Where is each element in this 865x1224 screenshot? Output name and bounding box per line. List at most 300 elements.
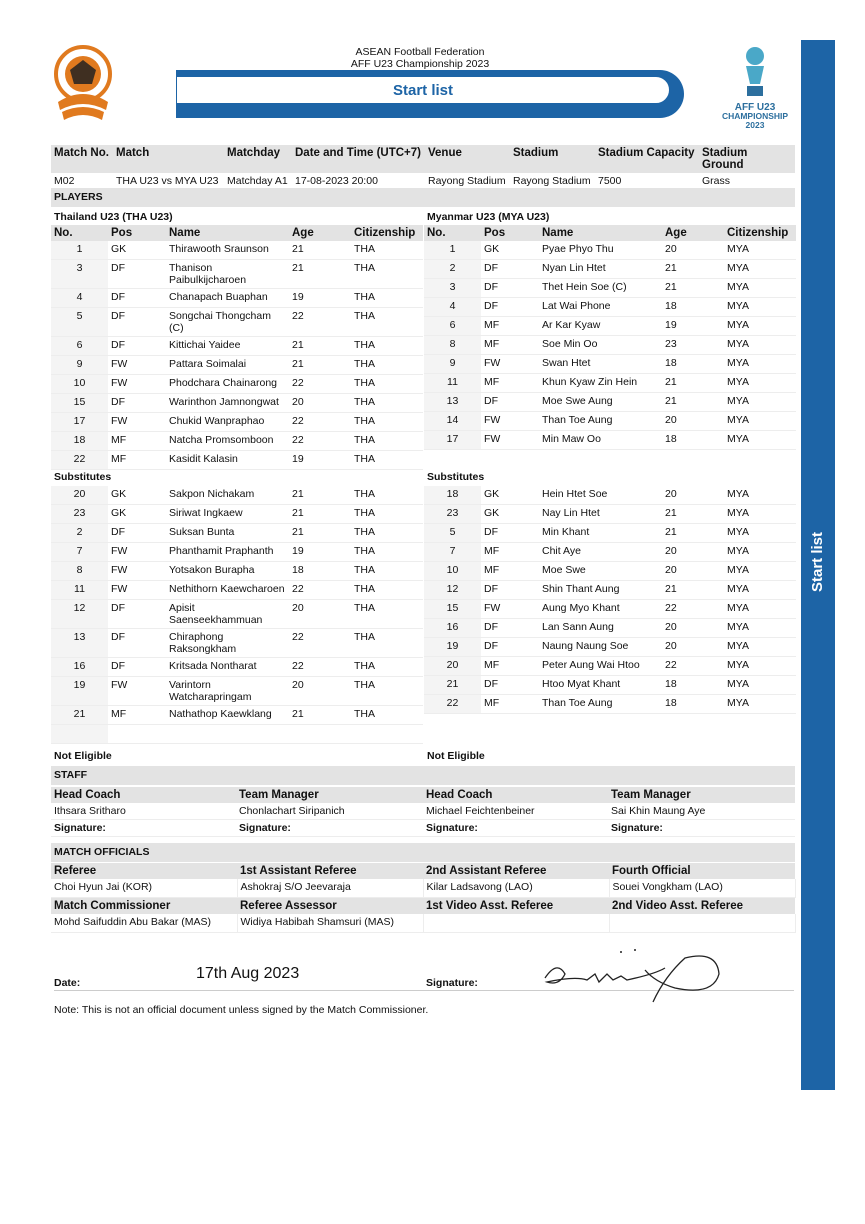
player-age: 20	[662, 486, 724, 505]
player-citizenship: MYA	[724, 393, 796, 412]
player-citizenship: MYA	[724, 374, 796, 393]
player-age: 20	[662, 638, 724, 657]
player-number: 22	[51, 451, 108, 470]
player-name: Thirawooth Sraunson	[166, 241, 289, 260]
player-citizenship: MYA	[724, 336, 796, 355]
player-row	[424, 581, 796, 600]
player-name: Chanapach Buaphan	[166, 289, 289, 308]
player-name: Than Toe Aung	[539, 695, 662, 714]
player-position: MF	[108, 451, 166, 470]
player-age: 22	[289, 658, 351, 677]
player-position: DF	[108, 289, 166, 308]
player-position: DF	[481, 393, 539, 412]
player-citizenship: THA	[351, 677, 423, 706]
player-position: FW	[481, 412, 539, 431]
player-citizenship: MYA	[724, 543, 796, 562]
player-age: 20	[662, 543, 724, 562]
home-starters-table	[51, 225, 423, 470]
player-position: GK	[108, 486, 166, 505]
player-position: DF	[108, 658, 166, 677]
player-row	[51, 413, 423, 432]
staff-name: Ithsara Sritharo	[51, 803, 236, 820]
logo-text-2: CHAMPIONSHIP	[721, 111, 789, 121]
player-row	[51, 308, 423, 337]
match-info-value: M02	[54, 175, 75, 187]
player-number: 1	[424, 241, 481, 260]
player-position: MF	[108, 706, 166, 725]
player-number: 13	[424, 393, 481, 412]
player-position: FW	[481, 600, 539, 619]
player-position: DF	[108, 394, 166, 413]
player-age: 18	[662, 676, 724, 695]
afc-logo	[52, 44, 114, 124]
match-info-header: Stadium Ground	[699, 145, 795, 173]
player-age: 23	[662, 336, 724, 355]
player-number: 17	[424, 431, 481, 450]
player-number: 7	[51, 543, 108, 562]
player-number: 20	[424, 657, 481, 676]
col-header: Pos	[108, 225, 166, 241]
player-row	[51, 543, 423, 562]
staff-section-bar	[51, 766, 795, 785]
player-citizenship: MYA	[724, 412, 796, 431]
player-citizenship: THA	[351, 524, 423, 543]
player-position: DF	[481, 676, 539, 695]
official-role: 2nd Video Asst. Referee	[609, 898, 795, 915]
player-citizenship	[351, 725, 423, 744]
player-col-headers	[424, 225, 796, 241]
player-row	[51, 260, 423, 289]
official-role: 1st Video Asst. Referee	[423, 898, 609, 915]
player-number: 12	[51, 600, 108, 629]
player-age: 22	[662, 600, 724, 619]
player-position: FW	[108, 562, 166, 581]
player-age: 22	[289, 581, 351, 600]
player-citizenship: MYA	[724, 260, 796, 279]
player-name: Naung Naung Soe	[539, 638, 662, 657]
player-name: Phodchara Chainarong	[166, 375, 289, 394]
match-info-header: Match	[113, 145, 224, 173]
player-number: 10	[51, 375, 108, 394]
official-name: Kilar Ladsavong (LAO)	[423, 879, 609, 898]
staff-name: Chonlachart Siripanich	[236, 803, 423, 820]
player-number: 15	[51, 394, 108, 413]
official-name: Ashokraj S/O Jeevaraja	[237, 879, 423, 898]
player-name: Ar Kar Kyaw	[539, 317, 662, 336]
player-age: 18	[662, 431, 724, 450]
player-number: 2	[51, 524, 108, 543]
player-citizenship: MYA	[724, 524, 796, 543]
player-row	[51, 658, 423, 677]
match-info-value: 17-08-2023 20:00	[295, 175, 378, 187]
player-row	[51, 486, 423, 505]
match-info-value: Rayong Stadium	[513, 175, 591, 187]
col-header: Age	[662, 225, 724, 241]
official-role: Match Commissioner	[51, 898, 237, 915]
player-row	[424, 505, 796, 524]
player-number: 9	[51, 356, 108, 375]
match-info-header: Match No.	[51, 145, 113, 173]
player-position: GK	[108, 241, 166, 260]
player-row	[424, 600, 796, 619]
player-row	[51, 289, 423, 308]
player-number: 20	[51, 486, 108, 505]
player-row	[424, 524, 796, 543]
player-position: DF	[108, 524, 166, 543]
player-number: 6	[51, 337, 108, 356]
player-number: 10	[424, 562, 481, 581]
officials-label: MATCH OFFICIALS	[54, 846, 150, 858]
player-age: 21	[289, 524, 351, 543]
player-position: FW	[481, 431, 539, 450]
player-row	[51, 677, 423, 706]
officials-headers	[51, 898, 795, 915]
player-number: 19	[424, 638, 481, 657]
player-name: Aung Myo Khant	[539, 600, 662, 619]
player-age: 21	[662, 279, 724, 298]
player-age: 18	[289, 562, 351, 581]
player-citizenship: THA	[351, 260, 423, 289]
player-row	[424, 619, 796, 638]
player-position: DF	[108, 600, 166, 629]
player-row	[424, 393, 796, 412]
player-number: 16	[51, 658, 108, 677]
player-number: 6	[424, 317, 481, 336]
player-position: MF	[481, 317, 539, 336]
player-citizenship: MYA	[724, 676, 796, 695]
player-age: 22	[289, 413, 351, 432]
player-name: Moe Swe	[539, 562, 662, 581]
player-row	[51, 394, 423, 413]
player-citizenship: MYA	[724, 241, 796, 260]
player-row	[51, 706, 423, 725]
player-row	[51, 600, 423, 629]
officials-headers	[51, 863, 795, 879]
player-age: 21	[662, 393, 724, 412]
col-header: No.	[51, 225, 108, 241]
official-role: Fourth Official	[609, 863, 795, 879]
player-age: 21	[662, 374, 724, 393]
home-not-eligible-label: Not Eligible	[54, 750, 112, 762]
player-citizenship: MYA	[724, 581, 796, 600]
player-age: 21	[289, 486, 351, 505]
player-position	[108, 725, 166, 744]
player-name: Swan Htet	[539, 355, 662, 374]
officials-names	[51, 914, 795, 933]
officials-names	[51, 879, 795, 898]
player-name: Than Toe Aung	[539, 412, 662, 431]
player-number: 8	[424, 336, 481, 355]
player-number: 18	[51, 432, 108, 451]
player-row	[51, 432, 423, 451]
player-row	[51, 356, 423, 375]
player-name: Thet Hein Soe (C)	[539, 279, 662, 298]
player-row	[51, 505, 423, 524]
official-name: Mohd Saifuddin Abu Bakar (MAS)	[51, 914, 237, 933]
staff-label: STAFF	[54, 769, 88, 781]
player-name: Pattara Soimalai	[166, 356, 289, 375]
col-header: Pos	[481, 225, 539, 241]
player-age: 18	[662, 355, 724, 374]
official-name: Choi Hyun Jai (KOR)	[51, 879, 237, 898]
match-info-value: THA U23 vs MYA U23	[116, 175, 219, 187]
player-citizenship: MYA	[724, 638, 796, 657]
player-position: FW	[481, 355, 539, 374]
player-name: Nathathop Kaewklang	[166, 706, 289, 725]
player-number: 5	[424, 524, 481, 543]
player-row	[424, 260, 796, 279]
player-col-headers	[51, 225, 423, 241]
player-position: DF	[481, 581, 539, 600]
staff-name: Michael Feichtenbeiner	[423, 803, 608, 820]
col-header: Citizenship	[724, 225, 796, 241]
staff-signature-label: Signature:	[236, 820, 423, 837]
player-number: 3	[51, 260, 108, 289]
player-citizenship: MYA	[724, 355, 796, 374]
player-row	[51, 451, 423, 470]
player-name: Peter Aung Wai Htoo	[539, 657, 662, 676]
player-age: 20	[662, 562, 724, 581]
player-citizenship: MYA	[724, 657, 796, 676]
player-name	[166, 725, 289, 744]
player-age: 18	[662, 298, 724, 317]
player-age: 20	[662, 619, 724, 638]
player-age: 19	[662, 317, 724, 336]
player-citizenship: MYA	[724, 695, 796, 714]
player-row	[424, 374, 796, 393]
match-info-header: Stadium	[510, 145, 595, 173]
away-subs-table	[424, 486, 796, 714]
player-row	[51, 241, 423, 260]
player-row	[51, 562, 423, 581]
player-position: MF	[481, 374, 539, 393]
player-citizenship: THA	[351, 337, 423, 356]
player-age: 19	[289, 289, 351, 308]
away-team-name: Myanmar U23 (MYA U23)	[427, 211, 550, 223]
staff-signature-label: Signature:	[608, 820, 795, 837]
player-name: Kittichai Yaidee	[166, 337, 289, 356]
player-row	[51, 629, 423, 658]
player-name: Min Maw Oo	[539, 431, 662, 450]
player-age: 21	[662, 524, 724, 543]
player-number: 22	[424, 695, 481, 714]
player-name: Nay Lin Htet	[539, 505, 662, 524]
player-age: 18	[662, 695, 724, 714]
player-number: 7	[424, 543, 481, 562]
home-team-name: Thailand U23 (THA U23)	[54, 211, 173, 223]
player-position: DF	[481, 524, 539, 543]
player-row	[424, 241, 796, 260]
player-citizenship: THA	[351, 581, 423, 600]
player-position: DF	[481, 619, 539, 638]
player-name: Htoo Myat Khant	[539, 676, 662, 695]
player-position: MF	[108, 432, 166, 451]
player-position: DF	[481, 638, 539, 657]
player-position: GK	[481, 505, 539, 524]
player-number: 11	[51, 581, 108, 600]
player-position: MF	[481, 657, 539, 676]
player-position: FW	[108, 581, 166, 600]
home-substitutes-label: Substitutes	[54, 471, 112, 483]
player-row	[424, 279, 796, 298]
match-info-header: Date and Time (UTC+7)	[292, 145, 425, 173]
player-number: 8	[51, 562, 108, 581]
col-header: Age	[289, 225, 351, 241]
home-subs-table	[51, 486, 423, 744]
player-position: DF	[108, 308, 166, 337]
player-citizenship: THA	[351, 451, 423, 470]
player-row	[424, 676, 796, 695]
col-header: No.	[424, 225, 481, 241]
player-row	[424, 562, 796, 581]
player-row	[51, 337, 423, 356]
player-name: Yotsakon Burapha	[166, 562, 289, 581]
player-name: Suksan Bunta	[166, 524, 289, 543]
player-number: 12	[424, 581, 481, 600]
player-position: MF	[481, 695, 539, 714]
player-name: Nethithorn Kaewcharoen	[166, 581, 289, 600]
player-citizenship: MYA	[724, 619, 796, 638]
player-name: Min Khant	[539, 524, 662, 543]
officials-section-bar	[51, 843, 795, 862]
player-number: 23	[51, 505, 108, 524]
player-citizenship: THA	[351, 486, 423, 505]
col-header: Name	[166, 225, 289, 241]
match-info-header: Stadium Capacity	[595, 145, 699, 173]
player-row	[424, 336, 796, 355]
player-row	[51, 725, 423, 744]
player-citizenship: THA	[351, 356, 423, 375]
date-value: 17th Aug 2023	[196, 965, 300, 982]
player-citizenship: THA	[351, 600, 423, 629]
player-age: 20	[289, 677, 351, 706]
player-row	[424, 543, 796, 562]
player-name: Khun Kyaw Zin Hein	[539, 374, 662, 393]
staff-headers	[51, 787, 795, 803]
player-citizenship: MYA	[724, 279, 796, 298]
official-name	[423, 914, 609, 933]
player-name: Nyan Lin Htet	[539, 260, 662, 279]
player-number: 3	[424, 279, 481, 298]
official-role: Referee Assessor	[237, 898, 423, 915]
player-name: Warinthon Jamnongwat	[166, 394, 289, 413]
player-row	[424, 657, 796, 676]
player-name: Lan Sann Aung	[539, 619, 662, 638]
player-name: Chukid Wanpraphao	[166, 413, 289, 432]
player-number: 4	[424, 298, 481, 317]
player-number	[51, 725, 108, 744]
player-citizenship: MYA	[724, 298, 796, 317]
away-not-eligible-label: Not Eligible	[427, 750, 485, 762]
away-substitutes-label: Substitutes	[427, 471, 485, 483]
player-row	[424, 412, 796, 431]
player-name: Kritsada Nontharat	[166, 658, 289, 677]
player-citizenship: THA	[351, 505, 423, 524]
player-age: 22	[289, 375, 351, 394]
player-row	[424, 638, 796, 657]
player-row	[424, 486, 796, 505]
player-name: Shin Thant Aung	[539, 581, 662, 600]
col-header: Citizenship	[351, 225, 423, 241]
staff-role: Team Manager	[608, 787, 795, 803]
official-name	[609, 914, 795, 933]
player-name: Soe Min Oo	[539, 336, 662, 355]
player-name: Thanison Paibulkijcharoen	[166, 260, 289, 289]
match-info-value: 7500	[598, 175, 622, 187]
player-name: Chit Aye	[539, 543, 662, 562]
player-citizenship: MYA	[724, 431, 796, 450]
side-label: Start list	[809, 532, 826, 593]
player-citizenship: THA	[351, 308, 423, 337]
player-age: 22	[289, 308, 351, 337]
players-label: PLAYERS	[54, 191, 103, 203]
player-age	[289, 725, 351, 744]
player-position: GK	[108, 505, 166, 524]
player-position: FW	[108, 356, 166, 375]
player-age: 21	[289, 356, 351, 375]
player-age: 22	[289, 432, 351, 451]
player-citizenship: MYA	[724, 505, 796, 524]
player-row	[424, 317, 796, 336]
player-citizenship: THA	[351, 413, 423, 432]
player-number: 17	[51, 413, 108, 432]
official-name: Widiya Habibah Shamsuri (MAS)	[237, 914, 423, 933]
player-citizenship: THA	[351, 241, 423, 260]
player-position: FW	[108, 677, 166, 706]
staff-signatures	[51, 820, 795, 837]
player-row	[424, 355, 796, 374]
player-number: 2	[424, 260, 481, 279]
player-age: 21	[662, 581, 724, 600]
player-number: 1	[51, 241, 108, 260]
player-row	[424, 431, 796, 450]
player-citizenship: THA	[351, 629, 423, 658]
player-citizenship: MYA	[724, 317, 796, 336]
official-role: 1st Assistant Referee	[237, 863, 423, 879]
player-position: DF	[108, 629, 166, 658]
player-citizenship: THA	[351, 375, 423, 394]
logo-text-3: 2023	[745, 120, 765, 130]
away-starters-table	[424, 225, 796, 450]
player-position: DF	[481, 298, 539, 317]
page-title: Start list	[392, 82, 453, 99]
player-position: GK	[481, 486, 539, 505]
player-number: 4	[51, 289, 108, 308]
player-citizenship: THA	[351, 289, 423, 308]
player-age: 20	[662, 412, 724, 431]
player-name: Chiraphong Raksongkham	[166, 629, 289, 658]
player-name: Hein Htet Soe	[539, 486, 662, 505]
player-number: 16	[424, 619, 481, 638]
staff-role: Team Manager	[236, 787, 423, 803]
player-number: 18	[424, 486, 481, 505]
match-info-header: Matchday	[224, 145, 292, 173]
date-label: Date:	[54, 977, 81, 989]
handwritten-signature	[535, 946, 725, 1008]
signature-label: Signature:	[426, 977, 478, 989]
player-age: 20	[662, 241, 724, 260]
player-name: Moe Swe Aung	[539, 393, 662, 412]
player-age: 21	[289, 337, 351, 356]
player-name: Kasidit Kalasin	[166, 451, 289, 470]
player-number: 23	[424, 505, 481, 524]
player-age: 21	[662, 260, 724, 279]
player-number: 5	[51, 308, 108, 337]
staff-role: Head Coach	[51, 787, 236, 803]
player-name: Lat Wai Phone	[539, 298, 662, 317]
player-number: 19	[51, 677, 108, 706]
official-role: 2nd Assistant Referee	[423, 863, 609, 879]
